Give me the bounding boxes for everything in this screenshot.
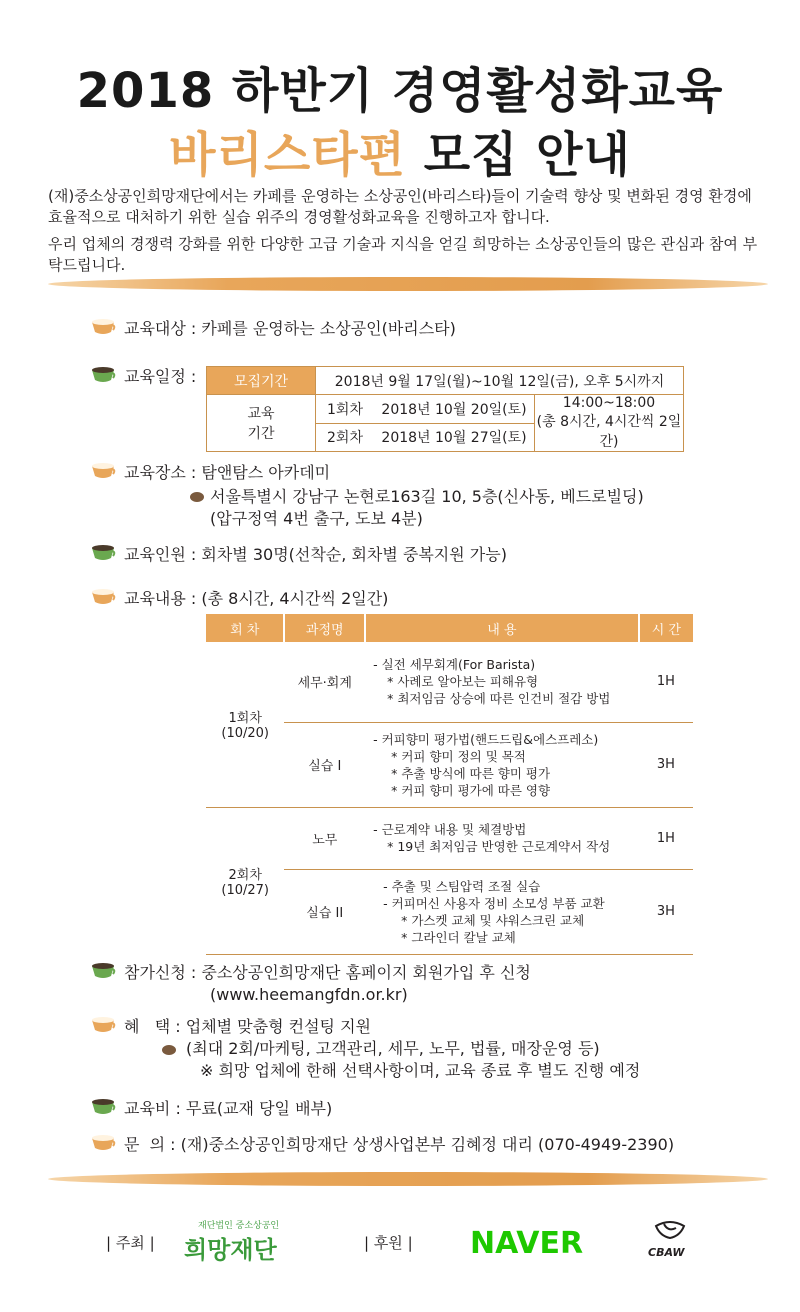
target-text: 교육대상 : 카페를 운영하는 소상공인(바리스타) bbox=[124, 319, 456, 338]
fee-text: 교육비 : 무료(교재 당일 배부) bbox=[124, 1099, 333, 1118]
coffee-bean-icon bbox=[190, 492, 204, 502]
table-cell-content bbox=[365, 869, 639, 954]
content-line: * 사례로 알아보는 피해유형 bbox=[387, 674, 539, 690]
table-cell-content bbox=[365, 722, 639, 807]
host-subtitle: 재단법인 중소상공인 bbox=[198, 1221, 280, 1231]
cbaw-logo-text: CBAW bbox=[648, 1246, 685, 1259]
content-line: * 커피 향미 평가에 따른 영향 bbox=[391, 782, 551, 798]
session1-label: 1회차 bbox=[316, 395, 375, 424]
recruit-label: 모집기간 bbox=[207, 367, 316, 395]
coffee-cup-icon bbox=[90, 1016, 116, 1034]
session2-date: (10/27) bbox=[221, 882, 269, 898]
header-course: 과정명 bbox=[284, 614, 365, 642]
table-cell-course: 실습 I bbox=[284, 722, 365, 807]
content-line: - 추출 및 스팀압력 조절 실습 bbox=[383, 878, 541, 894]
schedule-label: 교육일정 : bbox=[124, 367, 197, 386]
table-cell-content bbox=[365, 642, 639, 722]
table-cell-hours: 1H bbox=[639, 807, 693, 869]
host-label: | 주최 | bbox=[106, 1234, 155, 1252]
recruit-value: 2018년 9월 17일(월)~10월 12일(금), 오후 5시까지 bbox=[316, 367, 684, 395]
page-subtitle bbox=[0, 116, 800, 185]
coffee-cup-icon bbox=[90, 366, 116, 384]
subtitle-accent: 바리스타편 bbox=[169, 127, 406, 183]
cbaw-logo-icon bbox=[650, 1218, 690, 1244]
content-line: * 그라인더 칼날 교체 bbox=[401, 929, 516, 945]
curriculum-table bbox=[206, 614, 693, 955]
coffee-cup-icon bbox=[90, 1098, 116, 1116]
time-note: (총 8시간, 4시간씩 2일간) bbox=[536, 414, 682, 450]
period-label-line1: 교육 bbox=[247, 406, 275, 422]
period-label-line2: 기간 bbox=[247, 426, 275, 442]
benefit-note: ※ 희망 업체에 한해 선택사항이며, 교육 종료 후 별도 진행 예정 bbox=[200, 1061, 641, 1080]
session2-label: 2회차 bbox=[316, 423, 375, 452]
content-line: - 근로계약 내용 및 체결방법 bbox=[373, 822, 527, 837]
divider-bottom bbox=[48, 1172, 768, 1186]
content-line: - 실전 세무회계(For Barista) bbox=[373, 657, 536, 673]
table-cell-course: 실습 II bbox=[284, 869, 365, 954]
coffee-cup-icon bbox=[90, 588, 116, 606]
heemang-logo: 희망재단 bbox=[184, 1236, 277, 1264]
venue-text: 교육장소 : 탐앤탐스 아카데미 bbox=[124, 463, 331, 482]
table-cell-course: 세무·회계 bbox=[284, 642, 365, 722]
coffee-cup-icon bbox=[90, 462, 116, 480]
intro-paragraph-1: (재)중소상공인희망재단에서는 카페를 운영하는 소상공인(바리스타)들이 기술력 향상 및 변화된 경영 환경에 효율적으로 대처하기 위한 실습 위주의 경영활성화교육을 진행하고자 합니다. bbox=[48, 187, 752, 226]
capacity-text: 교육인원 : 회차별 30명(선착순, 회차별 중복지원 가능) bbox=[124, 545, 507, 564]
apply-url[interactable]: (www.heemangfdn.or.kr) bbox=[210, 985, 408, 1004]
schedule-table bbox=[206, 366, 684, 452]
contact-text: 문 의 : (재)중소상공인희망재단 상생사업본부 김혜정 대리 (070-4949-2390) bbox=[124, 1135, 675, 1154]
session2-cell bbox=[206, 807, 284, 954]
table-cell-hours: 3H bbox=[639, 869, 693, 954]
coffee-cup-icon bbox=[90, 1134, 116, 1152]
divider-top bbox=[48, 277, 768, 291]
time-value: 14:00~18:00 bbox=[562, 395, 656, 411]
sponsor-label: | 후원 | bbox=[364, 1234, 413, 1252]
coffee-cup-icon bbox=[90, 318, 116, 336]
session1-cell bbox=[206, 642, 284, 807]
content-line: * 최저임금 상승에 따른 인건비 절감 방법 bbox=[387, 691, 611, 707]
header-hours: 시 간 bbox=[639, 614, 693, 642]
content-line: * 가스켓 교체 및 샤워스크린 교체 bbox=[401, 912, 585, 928]
period-label bbox=[207, 395, 316, 452]
subtitle-rest: 모집 안내 bbox=[423, 127, 631, 183]
content-line: * 19년 최저임금 반영한 근로계약서 작성 bbox=[387, 839, 611, 854]
session-time bbox=[535, 395, 684, 452]
session2-date: 2018년 10월 27일(토) bbox=[374, 423, 535, 452]
content-line: * 커피 향미 정의 및 목적 bbox=[391, 748, 526, 764]
session1-date: (10/20) bbox=[221, 726, 269, 742]
content-line: * 추출 방식에 따른 향미 평가 bbox=[391, 765, 551, 781]
apply-text: 참가신청 : 중소상공인희망재단 홈페이지 회원가입 후 신청 bbox=[124, 963, 531, 982]
session1-date: 2018년 10월 20일(토) bbox=[374, 395, 535, 424]
benefit-detail: (최대 2회/마케팅, 고객관리, 세무, 노무, 법률, 매장운영 등) bbox=[186, 1039, 600, 1058]
coffee-cup-icon bbox=[90, 962, 116, 980]
table-cell-content bbox=[365, 807, 639, 869]
content-label: 교육내용 : (총 8시간, 4시간씩 2일간) bbox=[124, 589, 389, 608]
session2-name: 2회차 bbox=[228, 867, 262, 883]
coffee-bean-icon bbox=[162, 1045, 176, 1055]
page-title: 2018 하반기 경영활성화교육 bbox=[76, 63, 724, 119]
coffee-cup-icon bbox=[90, 544, 116, 562]
content-line: - 커피머신 사용자 정비 소모성 부품 교환 bbox=[383, 895, 605, 911]
table-cell-hours: 3H bbox=[639, 722, 693, 807]
table-cell-hours: 1H bbox=[639, 642, 693, 722]
intro-paragraph-2: 우리 업체의 경쟁력 강화를 위한 다양한 고급 기술과 지식을 얻길 희망하는 소상공인들의 많은 관심과 참여 부탁드립니다. bbox=[48, 235, 758, 274]
header-session: 회 차 bbox=[206, 614, 284, 642]
header-content: 내 용 bbox=[365, 614, 639, 642]
content-line: - 커피향미 평가법(핸드드립&에스프레소) bbox=[373, 731, 599, 747]
naver-logo: NAVER bbox=[470, 1226, 584, 1261]
session1-name: 1회차 bbox=[228, 711, 262, 727]
venue-directions: (압구정역 4번 출구, 도보 4분) bbox=[210, 509, 423, 528]
benefit-text: 혜 택 : 업체별 맞춤형 컨설팅 지원 bbox=[124, 1017, 372, 1036]
venue-address: 서울특별시 강남구 논현로163길 10, 5층(신사동, 베드로빌딩) bbox=[210, 487, 644, 506]
table-cell-course: 노무 bbox=[284, 807, 365, 869]
